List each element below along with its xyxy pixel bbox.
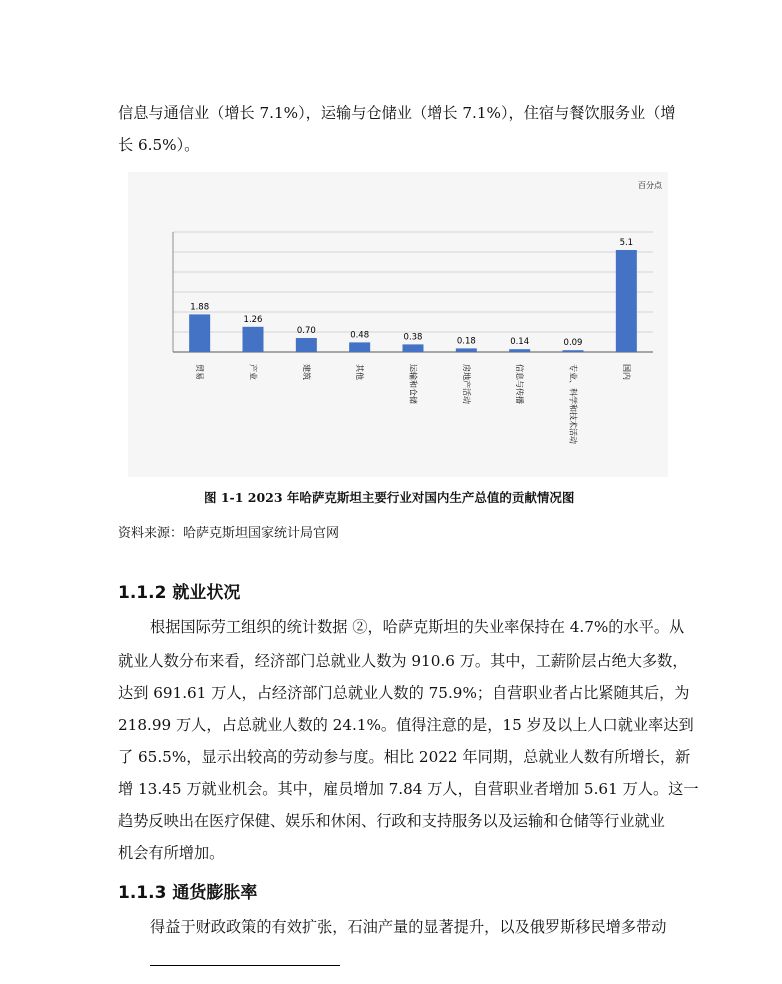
figure-caption: 图 1-1 2023 年哈萨克斯坦主要行业对国内生产总值的贡献情况图 <box>204 490 575 505</box>
bar-4 <box>403 344 424 352</box>
employment-line-6: 增 13.45 万就业机会。其中，雇员增加 7.84 万人，自营职业者增加 5.61 万人。这一 <box>118 780 699 798</box>
value-label-0: 1.88 <box>190 302 210 313</box>
employment-line-1: 根据国际劳工组织的统计数据 ②，哈萨克斯坦的失业率保持在 4.7%的水平。从 <box>150 618 685 636</box>
section-heading-inflation: 1.1.3 通货膨胀率 <box>118 883 258 903</box>
value-label-3: 0.48 <box>350 330 370 341</box>
employment-line-3: 达到 691.61 万人，占经济部门总就业人数的 75.9%；自营职业者占比紧随其后，为 <box>118 684 690 702</box>
bar-1 <box>243 327 264 352</box>
value-label-7: 0.09 <box>563 338 583 349</box>
category-label-2: 建筑 <box>301 364 311 380</box>
employment-line-5: 了 65.5%，显示出较高的劳动参与度。相比 2022 年同期，总就业人数有所增长，新 <box>118 748 691 766</box>
category-label-7: 专业、科学和技术活动 <box>568 364 578 444</box>
bar-8 <box>616 250 637 352</box>
bar-0 <box>189 314 210 352</box>
bar-3 <box>349 342 370 352</box>
category-label-0: 贸易 <box>195 364 205 380</box>
value-label-1: 1.26 <box>243 314 263 325</box>
footnote-separator <box>150 965 340 966</box>
bar-2 <box>296 338 317 352</box>
employment-line-2: 就业人数分布来看，经济部门总就业人数为 910.6 万。其中，工薪阶层占绝大多数， <box>118 652 688 670</box>
employment-line-8: 机会有所增加。 <box>118 844 225 862</box>
chart-unit-label: 百分点 <box>638 181 662 190</box>
value-label-6: 0.14 <box>510 337 530 348</box>
inflation-line-1: 得益于财政政策的有效扩张，石油产量的显著提升，以及俄罗斯移民增多带动 <box>150 918 667 936</box>
category-label-1: 产业 <box>248 364 258 380</box>
value-label-4: 0.38 <box>403 332 423 343</box>
category-label-4: 运输和仓储 <box>408 364 418 404</box>
value-label-2: 0.70 <box>296 326 316 336</box>
employment-line-7: 趋势反映出在医疗保健、娱乐和休闲、行政和支持服务以及运输和仓储等行业就业 <box>118 812 665 830</box>
intro-line-2: 长 6.5%）。 <box>118 136 200 154</box>
category-label-5: 房地产活动 <box>461 364 471 404</box>
employment-line-4: 218.99 万人，占总就业人数的 24.1%。值得注意的是，15 岁及以上人口就业率达到 <box>118 716 694 734</box>
category-label-8: 国内 <box>621 364 631 381</box>
bar-6 <box>509 349 530 352</box>
gdp-contribution-chart <box>128 172 668 477</box>
bar-5 <box>456 348 477 352</box>
bar-7 <box>563 350 584 352</box>
intro-line-1: 信息与通信业（增长 7.1%），运输与仓储业（增长 7.1%），住宿与餐饮服务业（增 <box>118 104 676 122</box>
category-label-6: 信息与传播 <box>515 364 525 404</box>
category-label-3: 其他 <box>355 364 365 380</box>
value-label-8: 5.1 <box>619 238 634 248</box>
section-heading-employment: 1.1.2 就业状况 <box>118 583 241 603</box>
value-label-5: 0.18 <box>456 336 476 347</box>
source-note: 资料来源：哈萨克斯坦国家统计局官网 <box>118 526 340 541</box>
